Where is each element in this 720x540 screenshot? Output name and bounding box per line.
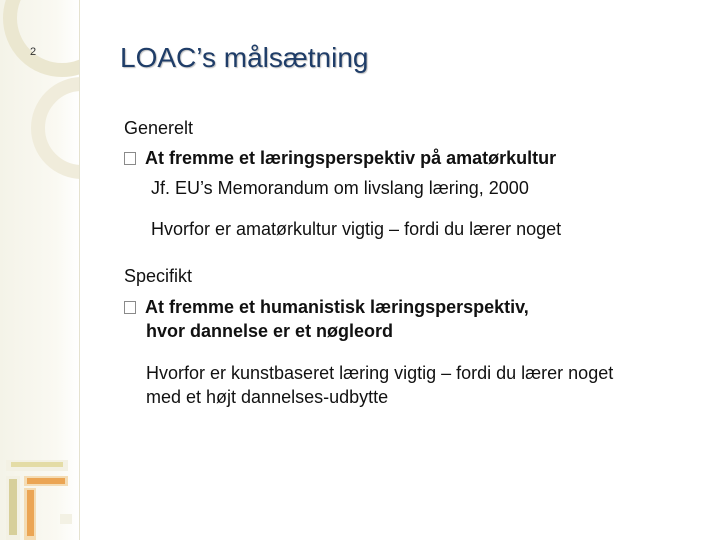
- general-bullet: [124, 147, 556, 169]
- general-note: Hvorfor er amatørkultur vigtig – fordi du lærer noget: [151, 219, 562, 239]
- square-bullet-icon: [124, 152, 136, 165]
- specific-bullet-line1: At fremme et humanistisk læringsperspektiv,: [145, 297, 529, 317]
- specific-bullet-line2: hvor dannelse er et nøgleord: [146, 321, 394, 341]
- sidebar-divider: [79, 0, 80, 540]
- general-reference: Jf. EU’s Memorandum om livslang læring, 2000: [151, 178, 529, 198]
- general-bullet-text: At fremme et læringsperspektiv på amatørkultur: [145, 148, 557, 168]
- slide-number: 2: [30, 46, 37, 58]
- slide-title: LOAC’s målsætning: [120, 42, 369, 73]
- sidebar-decoration: [0, 0, 80, 540]
- general-heading: Generelt: [124, 118, 194, 138]
- specific-note-line2: med et højt dannelses-udbytte: [146, 387, 389, 407]
- specific-note-line1: Hvorfor er kunstbaseret læring vigtig – fordi du lærer noget: [146, 363, 614, 383]
- ir-logo-icon: [6, 458, 72, 540]
- specific-bullet: [124, 296, 529, 318]
- square-bullet-icon: [124, 301, 136, 314]
- specific-heading: Specifikt: [124, 266, 193, 286]
